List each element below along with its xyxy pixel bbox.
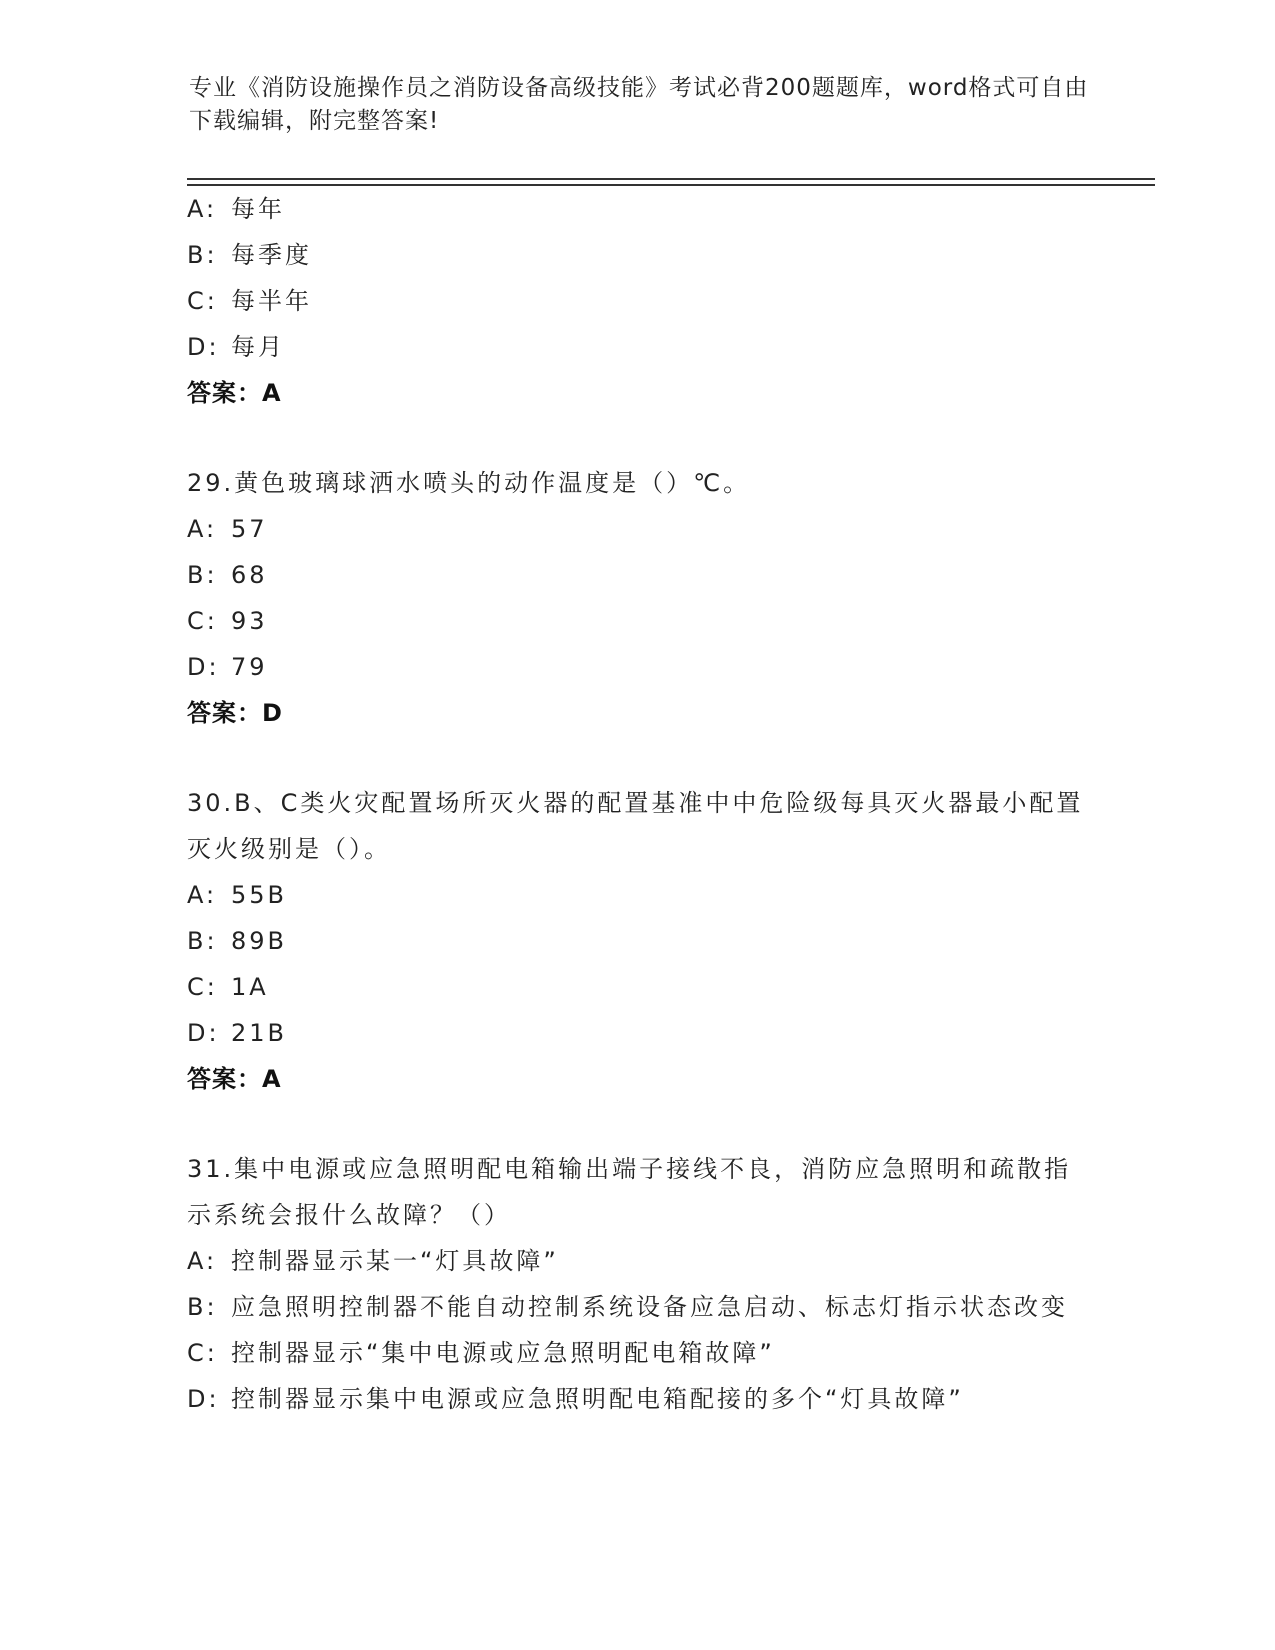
option-text: 68 [231, 561, 268, 589]
option-b [187, 918, 1087, 964]
option-text: 93 [231, 607, 268, 635]
answer: 答案：D [187, 699, 283, 727]
answer: 答案：A [187, 1065, 282, 1093]
question-stem: 30.B、C类火灾配置场所灭火器的配置基准中中危险级每具灭火器最小配置灭火级别是（）。 [187, 789, 1084, 863]
answer: 答案：A [187, 379, 282, 407]
option-text: 控制器显示集中电源或应急照明配电箱配接的多个“灯具故障” [231, 1385, 964, 1413]
option-label: C: [187, 1339, 218, 1367]
option-text: 1A [231, 973, 269, 1001]
option-label: D: [187, 333, 220, 361]
question-28 [187, 186, 1087, 416]
option-text: 55B [231, 881, 288, 909]
option-text: 控制器显示“集中电源或应急照明配电箱故障” [231, 1339, 775, 1367]
option-label: B: [187, 1293, 218, 1321]
option-c [187, 598, 1087, 644]
option-d [187, 1376, 1087, 1422]
option-text: 应急照明控制器不能自动控制系统设备应急启动、标志灯指示状态改变 [231, 1293, 1068, 1321]
question-stem: 29.黄色玻璃球洒水喷头的动作温度是（）℃。 [187, 469, 751, 497]
question-stem: 31.集中电源或应急照明配电箱输出端子接线不良，消防应急照明和疏散指示系统会报什么故障？（） [187, 1155, 1072, 1229]
option-label: A: [187, 1247, 218, 1275]
option-text: 57 [231, 515, 268, 543]
option-text: 每月 [231, 333, 285, 361]
option-label: B: [187, 241, 218, 269]
option-b [187, 232, 1087, 278]
option-c [187, 1330, 1087, 1376]
page-header: 专业《消防设施操作员之消防设备高级技能》考试必背200题题库，word格式可自由下载编辑，附完整答案! [189, 75, 1089, 134]
header-rule-top [187, 178, 1155, 180]
option-label: A: [187, 881, 218, 909]
option-text: 控制器显示某一“灯具故障” [231, 1247, 559, 1275]
option-text: 79 [231, 653, 268, 681]
option-label: D: [187, 1385, 220, 1413]
option-label: B: [187, 927, 218, 955]
option-label: B: [187, 561, 218, 589]
option-label: D: [187, 1019, 220, 1047]
option-label: C: [187, 607, 218, 635]
option-label: A: [187, 195, 218, 223]
option-a [187, 186, 1087, 232]
option-d [187, 644, 1087, 690]
question-31 [187, 1146, 1087, 1422]
option-label: C: [187, 973, 218, 1001]
question-29 [187, 460, 1087, 736]
option-a [187, 506, 1087, 552]
option-text: 每年 [231, 195, 285, 223]
option-text: 每半年 [231, 287, 312, 315]
option-label: D: [187, 653, 220, 681]
option-text: 89B [231, 927, 288, 955]
option-label: A: [187, 515, 218, 543]
option-text: 每季度 [231, 241, 312, 269]
option-c [187, 964, 1087, 1010]
option-d [187, 1010, 1087, 1056]
option-b [187, 552, 1087, 598]
option-c [187, 278, 1087, 324]
option-label: C: [187, 287, 218, 315]
question-30 [187, 780, 1087, 1102]
question-list [187, 186, 1087, 1422]
option-b [187, 1284, 1087, 1330]
option-a [187, 1238, 1087, 1284]
option-text: 21B [231, 1019, 288, 1047]
option-d [187, 324, 1087, 370]
option-a [187, 872, 1087, 918]
